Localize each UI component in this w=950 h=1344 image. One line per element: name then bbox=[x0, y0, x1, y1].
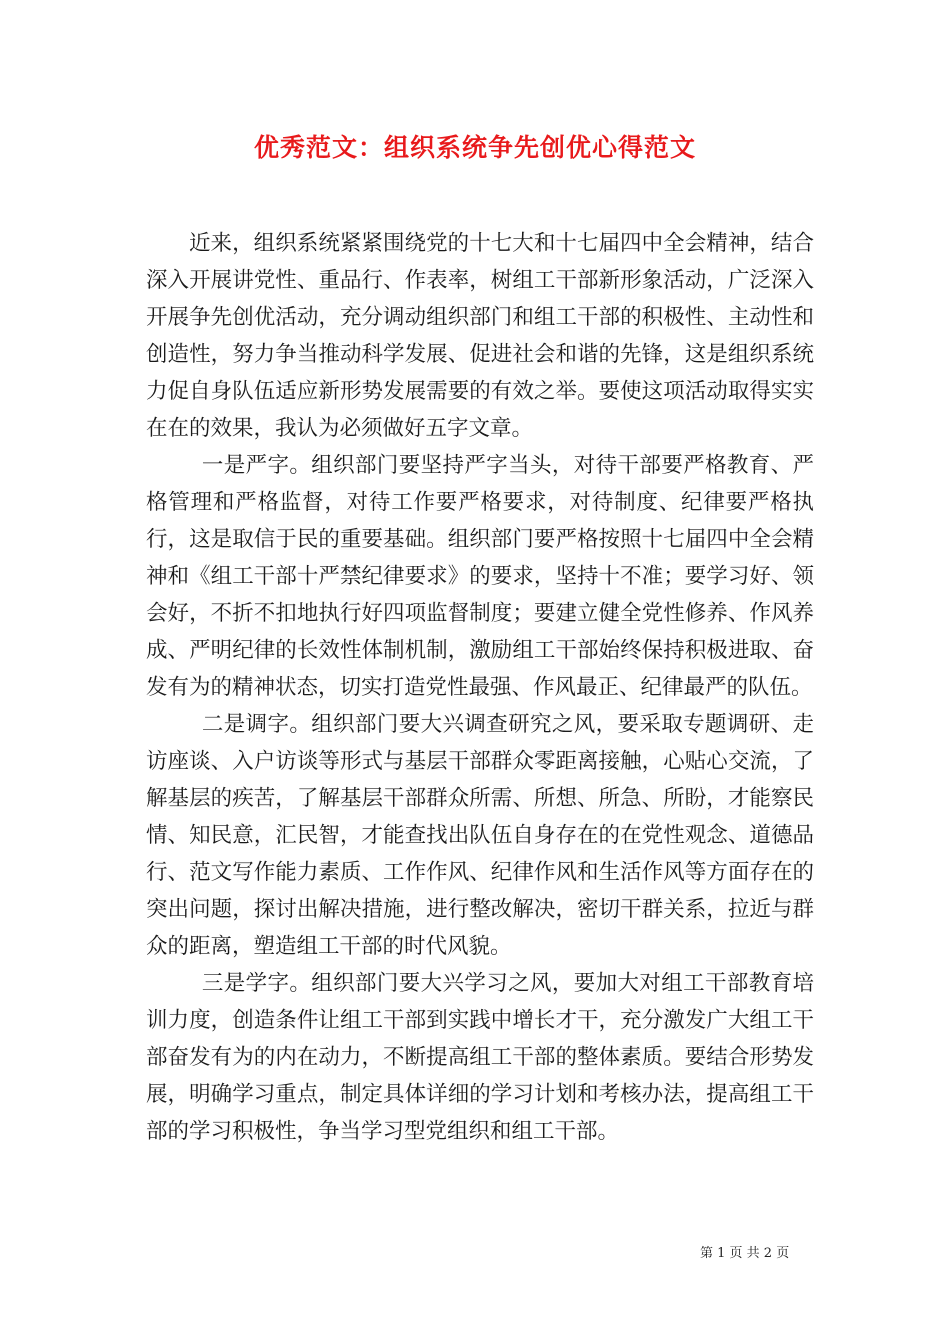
page-number-footer: 第 1 页 共 2 页 bbox=[700, 1246, 790, 1261]
paragraph-diao: 二是调字。组织部门要大兴调查研究之风，要采取专题调研、走访座谈、入户访谈等形式与基层干部群众零距离接触，心贴心交流，了解基层的疾苦，了解基层干部群众所需、所想、所急、所盼，才能察民情、知民意，汇民智，才能查找出队伍自身存在的在党性观念、道德品行、范文写作能力素质、工作作风、纪律作风和生活作风等方面存在的突出问题，探讨出解决措施，进行整改解决，密切干群关系，拉近与群众的距离，塑造组工干部的时代风貌。 bbox=[146, 712, 814, 959]
paragraph-xue: 三是学字。组织部门要大兴学习之风，要加大对组工干部教育培训力度，创造条件让组工干部到实践中增长才干，充分激发广大组工干部奋发有为的内在动力，不断提高组工干部的整体素质。要结合形势发展，明确学习重点，制定具体详细的学习计划和考核办法，提高组工干部的学习积极性，争当学习型党组织和组工干部。 bbox=[146, 971, 814, 1144]
paragraph-intro: 近来，组织系统紧紧围绕党的十七大和十七届四中全会精神，结合深入开展讲党性、重品行、作表率，树组工干部新形象活动，广泛深入开展争先创优活动，充分调动组织部门和组工干部的积极性、主动性和创造性，努力争当推动科学发展、促进社会和谐的先锋，这是组织系统力促自身队伍适应新形势发展需要的有效之举。要使这项活动取得实实在在的效果，我认为必须做好五字文章。 bbox=[146, 231, 814, 441]
document-body bbox=[146, 225, 814, 1150]
document-title: 优秀范文：组织系统争先创优心得范文 bbox=[253, 133, 696, 162]
paragraph-yan: 一是严字。组织部门要坚持严字当头，对待干部要严格教育、严格管理和严格监督，对待工作要严格要求，对待制度、纪律要严格执行，这是取信于民的重要基础。组织部门要严格按照十七届四中全会精神和《组工干部十严禁纪律要求》的要求，坚持十不准；要学习好、领会好，不折不扣地执行好四项监督制度；要建立健全党性修养、作风养成、严明纪律的长效性体制机制，激励组工干部始终保持积极进取、奋发有为的精神状态，切实打造党性最强、作风最正、纪律最严的队伍。 bbox=[146, 453, 814, 700]
